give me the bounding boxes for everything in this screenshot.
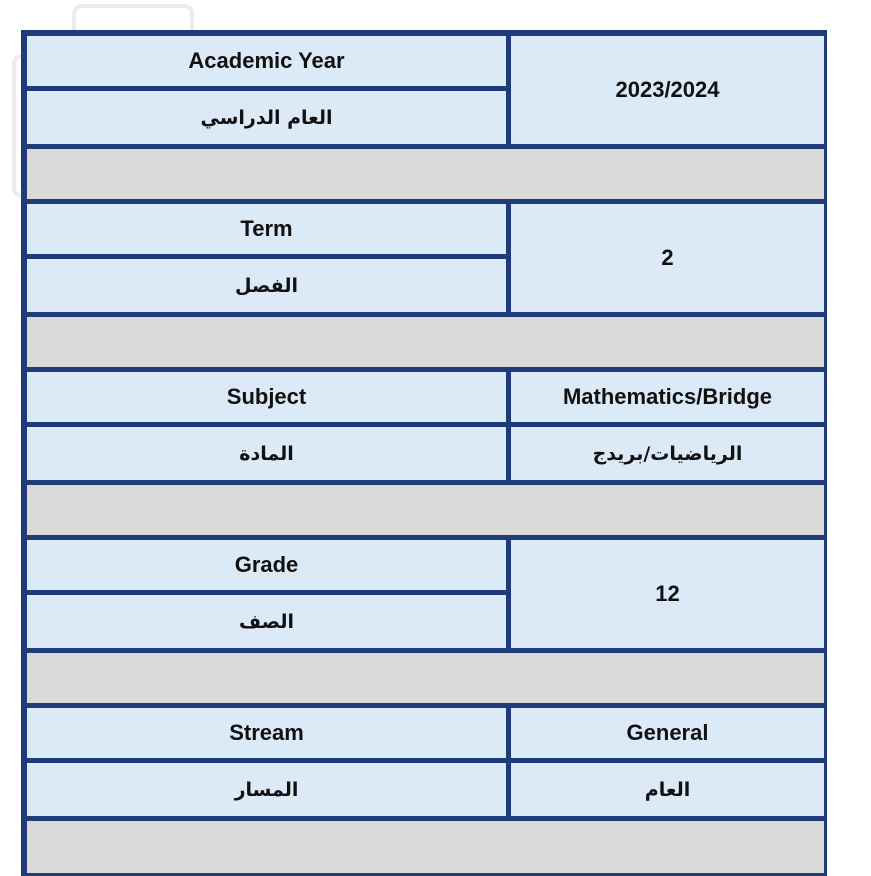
spacer-row — [27, 485, 824, 535]
spacer-row — [27, 653, 824, 703]
value-term: 2 — [511, 204, 824, 312]
spacer-row — [27, 821, 824, 873]
label-term-en: Term — [27, 204, 506, 254]
spacer-row — [27, 317, 824, 367]
value-stream-ar: العام — [511, 763, 824, 816]
value-stream-en: General — [511, 708, 824, 758]
label-grade-ar: الصف — [27, 595, 506, 648]
spacer-row — [27, 149, 824, 199]
label-stream-en: Stream — [27, 708, 506, 758]
value-subject-ar: الرياضيات/بريدج — [511, 427, 824, 480]
label-stream-ar: المسار — [27, 763, 506, 816]
info-table — [21, 30, 827, 876]
label-academic-year-en: Academic Year — [27, 36, 506, 86]
value-academic-year: 2023/2024 — [511, 36, 824, 144]
label-grade-en: Grade — [27, 540, 506, 590]
label-academic-year-ar: العام الدراسي — [27, 91, 506, 144]
value-subject-en: Mathematics/Bridge — [511, 372, 824, 422]
label-term-ar: الفصل — [27, 259, 506, 312]
value-grade: 12 — [511, 540, 824, 648]
label-subject-en: Subject — [27, 372, 506, 422]
label-subject-ar: المادة — [27, 427, 506, 480]
